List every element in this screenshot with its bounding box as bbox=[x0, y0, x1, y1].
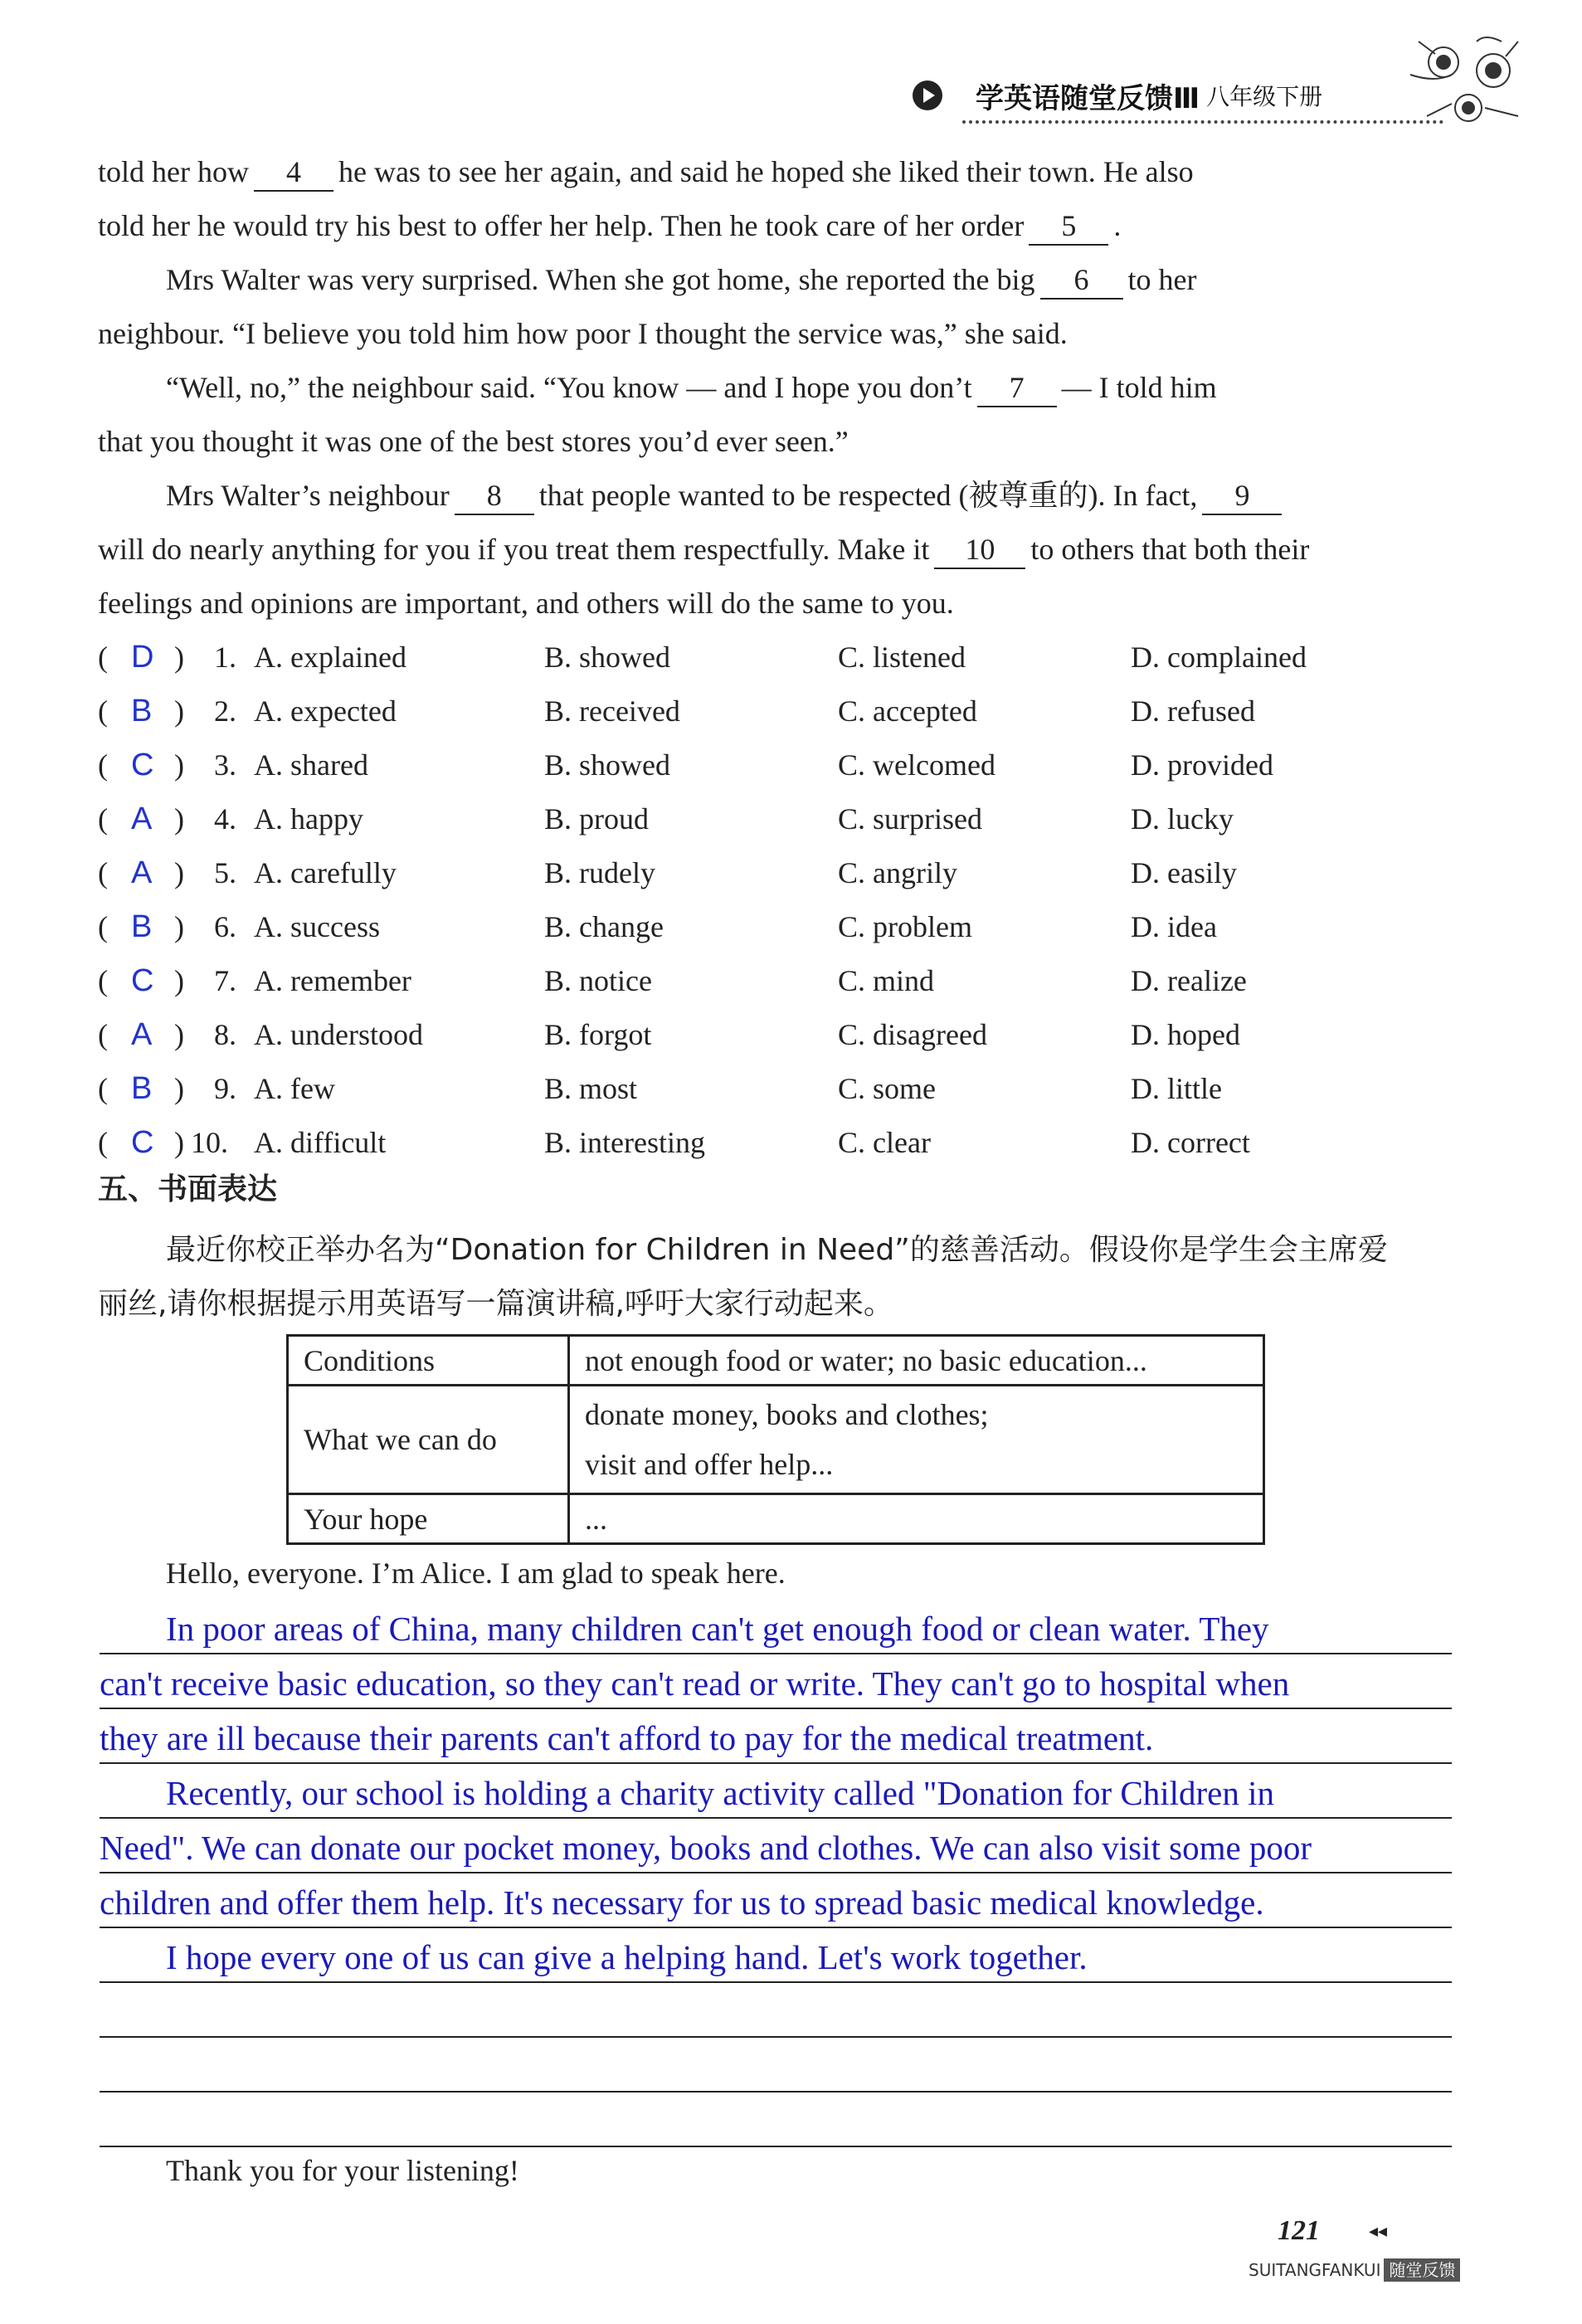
option-b: B. showed bbox=[544, 641, 670, 674]
paren-open: ( bbox=[98, 856, 108, 889]
passage-line-9: feelings and opinions are important, and others will do the same to you. bbox=[98, 587, 954, 620]
answer-mark: C bbox=[131, 963, 154, 998]
option-c: C. listened bbox=[838, 641, 966, 674]
option-b: B. interesting bbox=[544, 1126, 705, 1159]
question-number: 4. bbox=[214, 802, 236, 836]
section-title: 五、书面表达 bbox=[98, 1172, 278, 1206]
option-d: D. little bbox=[1131, 1072, 1222, 1105]
option-a: A. shared bbox=[254, 748, 368, 782]
essay-line-6: children and offer them help. It's necessary for us to spread basic medical knowledge. bbox=[100, 1883, 1264, 1922]
question-row bbox=[98, 1062, 1458, 1116]
option-c: C. accepted bbox=[838, 694, 977, 728]
answer-mark: C bbox=[131, 1125, 154, 1160]
option-b: B. forgot bbox=[544, 1018, 652, 1051]
option-d: D. complained bbox=[1131, 641, 1307, 674]
question-number: 10. bbox=[191, 1126, 228, 1159]
option-b: B. most bbox=[544, 1072, 638, 1105]
option-c: C. welcomed bbox=[838, 748, 995, 782]
question-row bbox=[98, 1116, 1458, 1170]
option-b: B. notice bbox=[544, 964, 652, 997]
writing-line bbox=[100, 2146, 1452, 2147]
option-d: D. hoped bbox=[1131, 1018, 1240, 1051]
answer-mark: A bbox=[131, 855, 153, 890]
question-number: 9. bbox=[214, 1072, 236, 1105]
passage-line-2: told her he would try his best to offer her help. Then he took care of her order 5 . bbox=[98, 199, 1450, 253]
book-title: 学英语随堂反馈Ⅲ bbox=[976, 81, 1200, 115]
passage-line-6: that you thought it was one of the best stores you’d ever seen.” bbox=[98, 425, 849, 458]
option-d: D. refused bbox=[1131, 694, 1255, 728]
essay-line-7: I hope every one of us can give a helping hand. Let's work together. bbox=[166, 1938, 1088, 1976]
answer-mark: A bbox=[131, 801, 153, 836]
option-b: B. proud bbox=[544, 802, 649, 836]
essay-line-3: they are ill because their parents can't afford to pay for the medical treatment. bbox=[100, 1719, 1154, 1757]
essay-line-1: In poor areas of China, many children can't get enough food or clean water. They bbox=[166, 1610, 1269, 1648]
essay-line-5: Need". We can donate our pocket money, books and clothes. We can also visit some poor bbox=[100, 1829, 1312, 1867]
question-number: 1. bbox=[214, 641, 236, 674]
prompt-line-2: 丽丝,请你根据提示用英语写一篇演讲稿,呼吁大家行动起来。 bbox=[98, 1287, 893, 1321]
question-number: 5. bbox=[214, 856, 236, 889]
passage-line-8: will do nearly anything for you if you treat them respectfully. Make it 10 to others that both their bbox=[98, 523, 1450, 577]
option-a: A. remember bbox=[254, 964, 411, 997]
option-a: A. success bbox=[254, 910, 380, 943]
question-row bbox=[98, 792, 1458, 846]
passage-line-3: Mrs Walter was very surprised. When she got home, she reported the big 6 to her bbox=[166, 253, 1452, 307]
option-a: A. explained bbox=[254, 641, 406, 674]
passage-line-5: “Well, no,” the neighbour said. “You know — and I hope you don’t 7 — I told him bbox=[166, 361, 1452, 415]
option-c: C. some bbox=[838, 1072, 937, 1105]
writing-line bbox=[100, 2036, 1452, 2038]
paren-open: ( bbox=[98, 694, 108, 728]
paren-open: ( bbox=[98, 802, 108, 836]
option-b: B. change bbox=[544, 910, 664, 943]
blank-9: 9 bbox=[1202, 477, 1282, 515]
table-value-conditions: not enough food or water; no basic education... bbox=[569, 1336, 1264, 1386]
passage-line-7: Mrs Walter’s neighbour 8 that people wanted to be respected (被尊重的). In fact, 9 bbox=[166, 469, 1452, 523]
page-number: 121 bbox=[1278, 2215, 1320, 2246]
option-d: D. easily bbox=[1131, 856, 1237, 889]
paren-close: ) bbox=[174, 694, 184, 728]
paren-close: ) bbox=[174, 802, 184, 836]
option-c: C. clear bbox=[838, 1126, 931, 1159]
paren-close: ) bbox=[174, 1072, 184, 1105]
option-d: D. correct bbox=[1131, 1126, 1250, 1159]
option-b: B. received bbox=[544, 694, 680, 728]
option-c: C. surprised bbox=[838, 802, 982, 836]
prompt-line-1: 最近你校正举办名为“Donation for Children in Need”的慈善活动。假设你是学生会主席爱 bbox=[166, 1233, 1388, 1267]
question-number: 2. bbox=[214, 694, 236, 728]
option-d: D. lucky bbox=[1131, 802, 1234, 836]
writing-line bbox=[100, 2091, 1452, 2093]
play-icon bbox=[913, 80, 942, 110]
paren-open: ( bbox=[98, 748, 108, 782]
blank-6: 6 bbox=[1040, 261, 1123, 300]
question-row bbox=[98, 954, 1458, 1008]
question-number: 3. bbox=[214, 748, 236, 782]
hint-table bbox=[286, 1334, 1265, 1545]
option-d: D. realize bbox=[1131, 964, 1247, 997]
answer-mark: D bbox=[131, 640, 154, 675]
header-divider bbox=[962, 120, 1443, 124]
question-row bbox=[98, 685, 1458, 738]
essay-line-2: can't receive basic education, so they can't read or write. They can't go to hospital when bbox=[100, 1664, 1290, 1703]
paren-close: ) bbox=[174, 1018, 184, 1051]
paren-open: ( bbox=[98, 1126, 108, 1159]
paren-close: ) bbox=[174, 910, 184, 943]
arrows-icon: ◂◂ bbox=[1369, 2220, 1388, 2241]
option-a: A. carefully bbox=[254, 856, 397, 889]
question-number: 6. bbox=[214, 910, 236, 943]
paren-open: ( bbox=[98, 1072, 108, 1105]
answer-mark: B bbox=[131, 909, 153, 944]
question-number: 7. bbox=[214, 964, 236, 997]
table-label-your-hope: Your hope bbox=[288, 1494, 569, 1544]
question-row bbox=[98, 631, 1458, 685]
passage-line-1: told her how 4 he was to see her again, and said he hoped she liked their town. He also bbox=[98, 145, 1450, 199]
footer-brand: SUITANGFANKUI 随堂反馈 bbox=[1249, 2257, 1460, 2281]
paren-open: ( bbox=[98, 641, 108, 674]
option-a: A. difficult bbox=[254, 1126, 387, 1159]
passage-line-4: neighbour. “I believe you told him how poor I thought the service was,” she said. bbox=[98, 317, 1068, 350]
question-number: 8. bbox=[214, 1018, 236, 1051]
option-a: A. happy bbox=[254, 802, 363, 836]
answer-mark: A bbox=[131, 1017, 153, 1052]
paren-open: ( bbox=[98, 964, 108, 997]
paren-close: ) bbox=[174, 748, 184, 782]
essay-line-4: Recently, our school is holding a charity activity called "Donation for Children in bbox=[166, 1774, 1275, 1812]
option-a: A. few bbox=[254, 1072, 335, 1105]
blank-4: 4 bbox=[254, 153, 333, 192]
question-row bbox=[98, 738, 1458, 792]
option-c: C. problem bbox=[838, 910, 972, 943]
paren-close: ) bbox=[174, 641, 184, 674]
table-value-your-hope: ... bbox=[569, 1494, 1264, 1544]
speech-closing: Thank you for your listening! bbox=[166, 2154, 519, 2187]
option-d: D. idea bbox=[1131, 910, 1217, 943]
blank-10: 10 bbox=[934, 531, 1025, 569]
question-row bbox=[98, 900, 1458, 954]
paren-close: ) bbox=[174, 964, 184, 997]
answer-mark: C bbox=[131, 748, 154, 782]
flower-decoration-icon bbox=[1402, 25, 1535, 141]
answer-mark: B bbox=[131, 1071, 153, 1106]
question-row bbox=[98, 1008, 1458, 1062]
option-a: A. expected bbox=[254, 694, 397, 728]
option-c: C. mind bbox=[838, 964, 935, 997]
table-label-conditions: Conditions bbox=[288, 1336, 569, 1386]
paren-open: ( bbox=[98, 1018, 108, 1051]
option-c: C. angrily bbox=[838, 856, 957, 889]
option-d: D. provided bbox=[1131, 748, 1273, 782]
option-b: B. showed bbox=[544, 748, 670, 782]
paren-open: ( bbox=[98, 910, 108, 943]
blank-7: 7 bbox=[977, 369, 1057, 407]
option-b: B. rudely bbox=[544, 856, 655, 889]
question-row bbox=[98, 846, 1458, 900]
book-subtitle: 八年级下册 bbox=[1206, 83, 1323, 110]
table-value-what-we-can-do: donate money, books and clothes; visit and offer help... bbox=[569, 1386, 1264, 1494]
speech-opening: Hello, everyone. I’m Alice. I am glad to speak here. bbox=[166, 1557, 786, 1590]
option-c: C. disagreed bbox=[838, 1018, 987, 1051]
paren-close: ) bbox=[174, 1126, 184, 1159]
table-label-what-we-can-do: What we can do bbox=[288, 1386, 569, 1494]
paren-close: ) bbox=[174, 856, 184, 889]
page-header bbox=[913, 75, 1322, 116]
answer-mark: B bbox=[131, 694, 153, 728]
blank-5: 5 bbox=[1029, 207, 1108, 246]
blank-8: 8 bbox=[455, 477, 534, 515]
option-a: A. understood bbox=[254, 1018, 423, 1051]
